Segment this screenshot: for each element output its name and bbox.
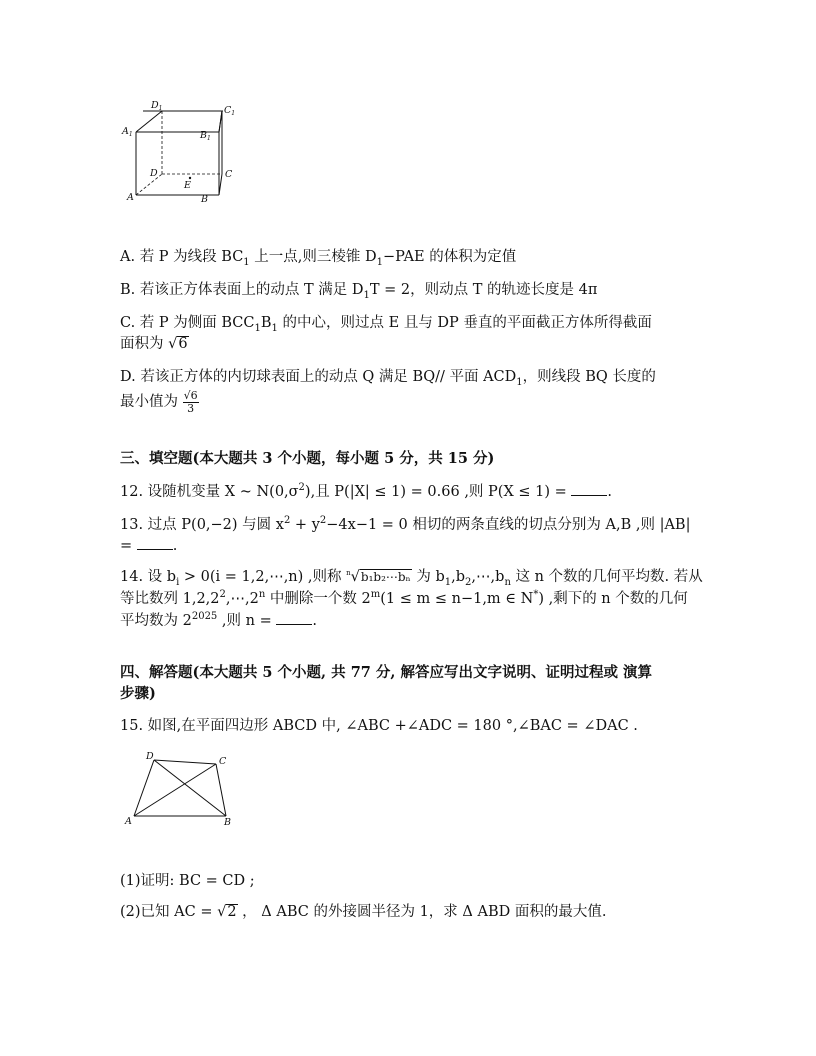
option-d: D. 若该正方体的内切球表面上的动点 Q 满足 BQ// 平面 $ACD_1$，则线段 BQ 长度的 (120, 369, 656, 388)
label-A: A (127, 192, 134, 203)
question-12: 12. 设随机变量 X ~ $N(0,\sigma^2)$,且 P(|X| ≤ 1) = 0.66 ,则 P(X ≤ 1) = . (120, 482, 612, 500)
section3-heading: 三、填空题(本大题共 3 个小题，每小题 5 分，共 15 分) (120, 450, 495, 467)
label-A1: $A_1$ (122, 126, 133, 138)
question-15-stem: 15. 如图,在平面四边形 ABCD 中, ∠ABC +∠ADC = 180 °,∠BAC = ∠DAC . (120, 718, 638, 734)
label-C: C (219, 756, 227, 767)
question-15-part1: (1)证明: BC = CD ; (120, 873, 255, 889)
label-D1: $D_1$ (151, 100, 163, 112)
fraction: $\frac{√6}{3}$ (183, 388, 198, 415)
question-14-line2: 等比数列 1,2,2$^2$,⋯,2$^n$ 中删除一个数 $2^m(1 \le m \le n-1,m$ ∈ N*) ,剩下的 n 个数的几何 (120, 589, 688, 607)
answer-blank (571, 483, 607, 496)
label-D: D (150, 168, 158, 179)
answer-blank (276, 612, 312, 625)
option-c: C. 若 P 为侧面 $BCC_1B_1$ 的中心，则过点 E 且与 DP 垂直的平面截正方体所得截面 (120, 315, 652, 334)
question-15-part2: (2)已知 AC = √2 ， Δ ABC 的外接圆半径为 1，求 Δ ABD 面积的最大值. (120, 904, 607, 920)
section4-heading-line2: 步骤) (120, 685, 156, 702)
option-a: A. 若 P 为线段 $BC_1$ 上一点,则三棱锥 $D_1-PAE$ 的体积为定值 (120, 249, 517, 268)
label-B: B (201, 194, 208, 205)
question-14-line3: 平均数为 $2^{2025}$ ,则 n = . (120, 611, 317, 629)
label-D: D (146, 751, 154, 762)
question-13: 13. 过点 P(0,−2) 与圆 $x^2 + y^2-4x-1 = 0$ 相切的两条直线的切点分别为 A,B ,则 |AB| (120, 515, 691, 533)
label-A: A (125, 816, 132, 827)
label-C1: $C_1$ (224, 105, 236, 117)
label-B: B (224, 817, 231, 828)
label-C: C (225, 169, 233, 180)
question-14-line1: 14. 设 $b_i > 0(i$ = 1,2,⋯,n) ,则称 $^n$√b₁b₂⋯bₙ 为 $b_1,b_2,\cdots,b_n$ 这 n 个数的几何平均数. 若从 (120, 569, 703, 588)
option-c-line2: 面积为 √6 (120, 336, 188, 352)
section4-heading: 四、解答题(本大题共 5 个小题, 共 77 分, 解答应写出文字说明、证明过程或 演算 (120, 664, 653, 681)
label-B1: $B_1$ (200, 130, 211, 142)
option-b: B. 若该正方体表面上的动点 T 满足 $D_1T = 2$，则动点 T 的轨迹长度是 4π (120, 282, 598, 301)
quadrilateral-figure (120, 748, 240, 830)
answer-blank (137, 537, 173, 550)
label-E: E (184, 180, 191, 191)
cube-figure (118, 98, 238, 208)
question-13-line2: = . (120, 538, 178, 554)
option-d-line2: 最小值为 $\frac{√6}{3}$ (120, 388, 198, 415)
